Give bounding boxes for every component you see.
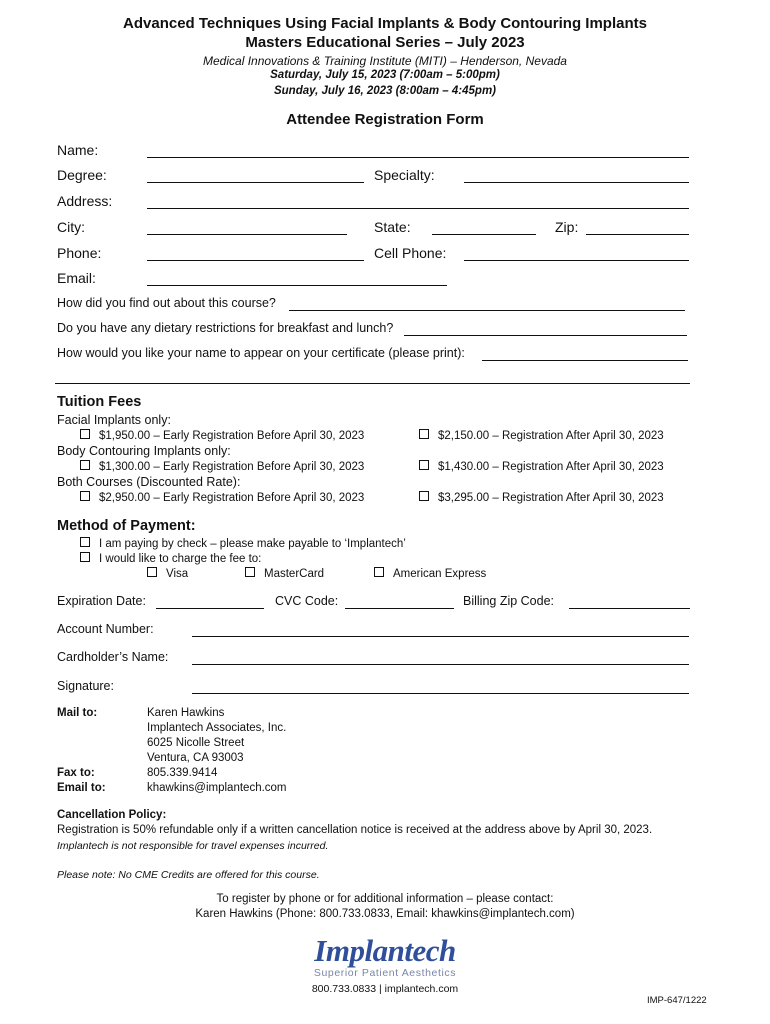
- checkbox-icon[interactable]: [419, 491, 429, 501]
- checkbox-icon[interactable]: [80, 460, 90, 470]
- mastercard-option[interactable]: MasterCard: [245, 567, 324, 580]
- phone-label: Phone:: [57, 245, 102, 261]
- tuition-group-label: Body Contouring Implants only:: [57, 444, 231, 458]
- cancellation-note: Implantech is not responsible for travel expenses incurred.: [57, 840, 329, 852]
- tuition-option-early[interactable]: $1,300.00 – Early Registration Before April 30, 2023: [80, 460, 364, 473]
- document-code: IMP-647/1222: [647, 995, 707, 1006]
- mail-to-label: Mail to:: [57, 707, 98, 719]
- amex-option[interactable]: American Express: [374, 567, 486, 580]
- account-number-field[interactable]: [192, 636, 689, 637]
- register-line1: To register by phone or for additional information – please contact:: [216, 893, 554, 905]
- name-field[interactable]: [147, 157, 689, 158]
- cvc-label: CVC Code:: [275, 594, 339, 608]
- specialty-field[interactable]: [464, 182, 689, 183]
- zip-field[interactable]: [586, 234, 689, 235]
- cancellation-heading: Cancellation Policy:: [57, 809, 167, 821]
- name-label: Name:: [57, 142, 99, 158]
- specialty-label: Specialty:: [374, 167, 435, 183]
- question-diet-field[interactable]: [404, 335, 687, 336]
- mail-line: Ventura, CA 93003: [147, 752, 244, 764]
- checkbox-icon[interactable]: [245, 567, 255, 577]
- degree-label: Degree:: [57, 167, 107, 183]
- checkbox-icon[interactable]: [80, 491, 90, 501]
- document-title: Advanced Techniques Using Facial Implants & Body Contouring Implants: [123, 15, 647, 32]
- expiration-label: Expiration Date:: [57, 594, 146, 608]
- degree-field[interactable]: [147, 182, 364, 183]
- mail-line: Karen Hawkins: [147, 707, 225, 719]
- checkbox-icon[interactable]: [80, 552, 90, 562]
- question-cert-field[interactable]: [482, 360, 688, 361]
- question-cert-label: How would you like your name to appear on your certificate (please print):: [57, 346, 465, 360]
- tuition-option-early[interactable]: $2,950.00 – Early Registration Before April 30, 2023: [80, 491, 364, 504]
- tuition-option-late[interactable]: $2,150.00 – Registration After April 30, 2023: [419, 429, 664, 442]
- logo-wordmark: Implantech: [314, 933, 456, 968]
- question-diet-label: Do you have any dietary restrictions for breakfast and lunch?: [57, 321, 394, 335]
- zip-label: Zip:: [555, 219, 579, 235]
- signature-field[interactable]: [192, 693, 689, 694]
- address-label: Address:: [57, 193, 113, 209]
- tuition-option-late[interactable]: $1,430.00 – Registration After April 30, 2023: [419, 460, 664, 473]
- logo-tagline: Superior Patient Aesthetics: [313, 967, 457, 979]
- cancellation-text: Registration is 50% refundable only if a written cancellation notice is received at the address above by April 30, 2023.: [57, 824, 653, 836]
- email-label: Email:: [57, 270, 96, 286]
- billing-zip-label: Billing Zip Code:: [463, 594, 555, 608]
- email-field[interactable]: [147, 285, 447, 286]
- date-day1: Saturday, July 15, 2023 (7:00am – 5:00pm): [270, 69, 500, 81]
- mail-line: 6025 Nicolle Street: [147, 737, 245, 749]
- checkbox-icon[interactable]: [80, 537, 90, 547]
- certificate-name-field[interactable]: [55, 383, 690, 384]
- tuition-group-label: Facial Implants only:: [57, 413, 171, 427]
- visa-option[interactable]: Visa: [147, 567, 188, 580]
- tuition-option-late[interactable]: $3,295.00 – Registration After April 30, 2023: [419, 491, 664, 504]
- checkbox-icon[interactable]: [374, 567, 384, 577]
- email-to-label: Email to:: [57, 782, 106, 794]
- cvc-field[interactable]: [345, 608, 454, 609]
- cell-phone-field[interactable]: [464, 260, 689, 261]
- pay-by-card-option[interactable]: I would like to charge the fee to:: [80, 552, 261, 565]
- location: Medical Innovations & Training Institute (MITI) – Henderson, Nevada: [203, 54, 567, 68]
- expiration-field[interactable]: [156, 608, 264, 609]
- question-find-field[interactable]: [289, 310, 685, 311]
- state-label: State:: [374, 219, 411, 235]
- phone-field[interactable]: [147, 260, 364, 261]
- checkbox-icon[interactable]: [80, 429, 90, 439]
- pay-by-check-option[interactable]: I am paying by check – please make payable to ‘Implantech’: [80, 537, 406, 550]
- billing-zip-field[interactable]: [569, 608, 690, 609]
- form-heading: Attendee Registration Form: [286, 111, 484, 128]
- signature-label: Signature:: [57, 679, 114, 693]
- tuition-option-early[interactable]: $1,950.00 – Early Registration Before April 30, 2023: [80, 429, 364, 442]
- tuition-group-label: Both Courses (Discounted Rate):: [57, 475, 241, 489]
- implantech-logo: [305, 935, 465, 979]
- register-line2: Karen Hawkins (Phone: 800.733.0833, Email: khawkins@implantech.com): [195, 908, 575, 920]
- email-address: khawkins@implantech.com: [147, 782, 287, 794]
- mail-line: Implantech Associates, Inc.: [147, 722, 287, 734]
- checkbox-icon[interactable]: [419, 460, 429, 470]
- address-field[interactable]: [147, 208, 689, 209]
- state-field[interactable]: [432, 234, 536, 235]
- tuition-heading: Tuition Fees: [57, 394, 142, 410]
- document-subtitle: Masters Educational Series – July 2023: [245, 34, 525, 51]
- cme-note: Please note: No CME Credits are offered for this course.: [57, 869, 320, 881]
- account-number-label: Account Number:: [57, 622, 154, 636]
- city-field[interactable]: [147, 234, 347, 235]
- checkbox-icon[interactable]: [419, 429, 429, 439]
- fax-number: 805.339.9414: [147, 767, 218, 779]
- cardholder-label: Cardholder’s Name:: [57, 650, 169, 664]
- logo-contact: 800.733.0833 | implantech.com: [311, 983, 459, 995]
- fax-to-label: Fax to:: [57, 767, 95, 779]
- date-day2: Sunday, July 16, 2023 (8:00am – 4:45pm): [273, 85, 496, 97]
- cardholder-field[interactable]: [192, 664, 689, 665]
- cell-phone-label: Cell Phone:: [374, 245, 447, 261]
- question-find-label: How did you find out about this course?: [57, 296, 276, 310]
- checkbox-icon[interactable]: [147, 567, 157, 577]
- city-label: City:: [57, 219, 85, 235]
- payment-heading: Method of Payment:: [57, 518, 196, 534]
